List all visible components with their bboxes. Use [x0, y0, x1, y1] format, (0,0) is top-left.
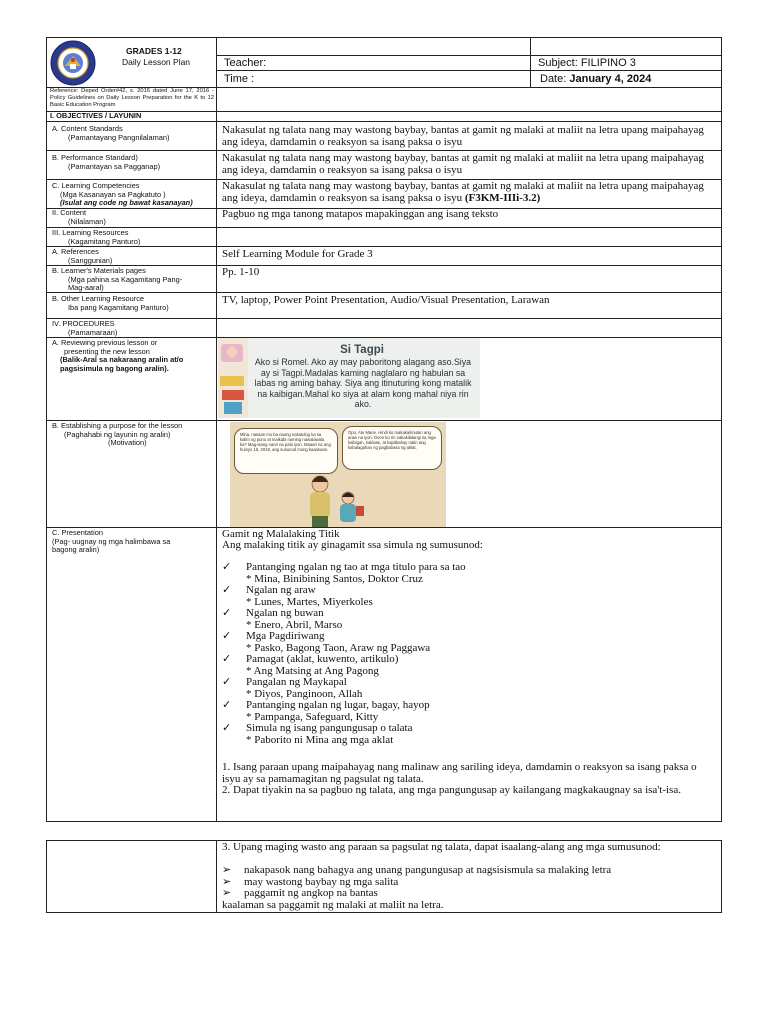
label-line: (Isulat ang code ng bawat kasanayan) [60, 198, 193, 208]
item-label: Pantanging ngalan ng lugar, bagay, hayop [246, 699, 430, 711]
performance-standard-label [52, 154, 160, 171]
label-line: B. Establishing a purpose for the lesson [52, 421, 183, 430]
teacher-label: Teacher: [224, 57, 267, 69]
arrow-bullet-icon: ➢ [222, 887, 232, 899]
grades-label: GRADES 1-12 [126, 46, 182, 56]
item-label: Pantanging ngalan ng tao at mga titulo para sa tao [246, 561, 466, 573]
label-line: A. References [52, 247, 99, 256]
competencies-text [222, 181, 718, 204]
content-text: Pagbuo ng mga tanong matapos mapakinggan ang isang teksto [222, 208, 499, 220]
check-icon: ✓ [222, 722, 232, 734]
performance-standard-text: Nakasulat ng talata nang may wastong baybay, bantas at gamit ng malaki at maliit na letra upang maipahayag ang ideya, damdamin o reaksyon sa isang paksa o isyu [222, 152, 704, 176]
item-example: * Pampanga, Safeguard, Kitty [246, 710, 379, 723]
paragraph-two: 2. Dapat tiyakin na sa pagbuo ng talata, ang mga pangungusap ay kailangang magkakaugnay sa isa't-isa. [222, 784, 681, 796]
item-label: Ngalan ng buwan [246, 607, 324, 619]
label-line: pagsisimula ng bagong aralin). [60, 363, 169, 373]
label-line: (Nilalaman) [68, 216, 106, 226]
label-line: (Sanggunian) [68, 255, 113, 265]
check-icon: ✓ [222, 653, 232, 665]
list-item [222, 888, 716, 900]
label-line: (Paghahabi ng layunin ng aralin) [64, 429, 171, 439]
table-divider [530, 37, 531, 87]
paragraph-one: 1. Isang paraan upang maipahayag nang malinaw ang sariling ideya, damdamin o reaksyon sa isang paksa o isyu ay sa pamamagitan ng pagsulat ng talata. [222, 761, 697, 785]
item-label: Mga Pagdiriwang [246, 630, 325, 642]
story-image [218, 338, 480, 418]
item-example: * Pasko, Bagong Taon, Araw ng Paggawa [246, 641, 431, 654]
story-title: Si Tagpi [340, 344, 384, 356]
list-item [222, 608, 716, 620]
comic-characters [230, 422, 446, 527]
references-label [52, 248, 112, 265]
label-line: presenting the new lesson [64, 346, 150, 356]
table-line [46, 265, 722, 266]
label-line: (Kagamitang Panturo) [68, 236, 141, 246]
speech-bubble-right: Opo, Ate Marie. Hindi ko makakalimutan ang araw na iyon. Doon ko rin nakakilalangi sa mga kaibigan, kaklase, at kapitbahay natin ang kahalagahan ng pagbabasa ng aklat. [342, 426, 442, 470]
table-line [46, 121, 722, 122]
label-line: Iba pang Kagamitang Panturo) [68, 302, 169, 312]
table-line [46, 246, 722, 247]
label-line: C. Presentation [52, 528, 103, 537]
arrow-bullet-icon: ➢ [222, 875, 232, 888]
label-line: (Mga pahina sa Kagamitang Pang- [68, 274, 183, 284]
table2-border-bottom [46, 912, 722, 913]
label-line: (Pamantayang Pangnilalaman) [68, 132, 170, 142]
content-standards-label [52, 125, 169, 142]
subject-field [538, 57, 636, 69]
other-resources-label [52, 295, 169, 312]
capitalization-list [222, 562, 716, 746]
label-line: II. Content [52, 208, 87, 217]
check-icon: ✓ [222, 561, 232, 573]
table-border-top [46, 37, 722, 38]
check-icon: ✓ [222, 584, 232, 596]
story-text: Ako si Romel. Ako ay may paboritong alagang aso.Siya ay si Tagpi.Madalas kaming naglalaro ng habulan sa labas ng aming bahay. Siya ang itinuturing kong matalik na kaibigan.Mahal ko siya at alam kong mahal niya rin ako. [254, 357, 472, 410]
purpose-label [52, 422, 182, 448]
label-line: B. Performance Standard) [52, 153, 138, 162]
check-icon: ✓ [222, 699, 232, 711]
item-example: * Mina, Binibining Santos, Doktor Cruz [246, 572, 423, 585]
table2-border-right [721, 840, 722, 912]
item-label: Pamagat (aklat, kuwento, artikulo) [246, 653, 399, 665]
check-icon: ✓ [222, 607, 232, 619]
competency-code: (F3KM-IIIi-3.2) [464, 191, 541, 204]
table-border-bottom [46, 821, 722, 822]
list-item [222, 585, 716, 597]
speech-bubble-left: Mina, nasaan mo ba naong nakatulog ka sa kalim ng puno at maikabi naming nawalawala ka? Mag-isang naon na pala iyon. Maaari na ang huinyo 15, 2019, ang susunod mong kaarawan. [234, 428, 338, 474]
bullet-text: paggamit ng angkop na bantas [244, 887, 378, 899]
table-line [216, 70, 722, 71]
label-line: B. Other Learning Resource [52, 294, 145, 303]
subject-value: FILIPINO 3 [580, 57, 636, 69]
label-line: (Pamantayan sa Pagganap) [68, 161, 161, 171]
date-label: Date: [540, 73, 567, 85]
label-line: Mag-aaral) [68, 283, 104, 293]
content-standards-text: Nakasulat ng talata nang may wastong baybay, bantas at gamit ng malaki at maliit na letra upang maipahayag ang ideya, damdamin o reaksyon sa isang paksa o isyu [222, 124, 704, 148]
item-example: * Paborito ni Mina ang mga aklat [246, 733, 394, 746]
table-divider [216, 37, 217, 821]
bullet-text: may wastong baybay ng mga salita [244, 875, 399, 888]
label-line: (Pamamaraan) [68, 327, 118, 337]
table-line [216, 55, 722, 56]
label-line: (Mga Kasanayan sa Pagkatuto ) [60, 189, 166, 199]
kids-illustration [218, 338, 248, 418]
label-line: (Motivation) [108, 438, 147, 448]
list-item [222, 631, 716, 643]
presentation-heading: Gamit ng Malalaking Titik [222, 528, 340, 540]
list-item [222, 700, 716, 712]
arrow-bullet-icon: ➢ [222, 864, 232, 876]
item-label: Simula ng isang pangungusap o talata [246, 722, 413, 734]
content-label [52, 209, 106, 226]
table-border-left [46, 37, 47, 821]
label-line: A. Content Standards [52, 124, 123, 133]
list-item [222, 677, 716, 689]
label-line: C. Learning Competencies [52, 181, 140, 190]
check-icon: ✓ [222, 676, 232, 688]
label-line: (Balik-Aral sa nakaraang aralin at/o [60, 355, 184, 365]
guidelines-list [222, 865, 716, 900]
competencies-body: Nakasulat ng talata nang may wastong baybay, bantas at gamit ng malaki at maliit na letra upang maipahayag ang ideya, damdamin o reaksyon sa isang paksa o isyu [222, 180, 704, 204]
plan-label: Daily Lesson Plan [122, 57, 191, 67]
competencies-label [52, 182, 193, 208]
presentation-label [52, 529, 170, 555]
table2-divider [216, 840, 217, 912]
closing-line: kaalaman sa paggamit ng malaki at maliit na letra. [222, 899, 444, 911]
paragraph-three: 3. Upang maging wasto ang paraan sa pagsulat ng talata, dapat isaalang-alang ang mga sumusunod: [222, 841, 661, 853]
date-value: January 4, 2024 [569, 73, 652, 85]
label-line: IV. PROCEDURES [52, 319, 115, 328]
item-label: Ngalan ng araw [246, 584, 316, 596]
presentation-intro: Ang malaking titik ay ginagamit ssa simula ng sumusunod: [222, 539, 483, 551]
check-icon: ✓ [222, 630, 232, 642]
subject-label: Subject: [538, 57, 578, 69]
table-border-right [721, 37, 722, 821]
table2-border-left [46, 840, 47, 912]
label-line: III. Learning Resources [52, 228, 129, 237]
table-line [46, 318, 722, 319]
materials-label [52, 267, 182, 293]
deped-seal-logo [49, 40, 97, 86]
table-line [46, 527, 722, 528]
item-example: * Enero, Abril, Marso [246, 618, 343, 631]
table-line [46, 227, 722, 228]
materials-text: Pp. 1-10 [222, 266, 260, 278]
time-label: Time : [224, 73, 255, 85]
item-label: Pangalan ng Maykapal [246, 676, 347, 688]
table-line [46, 111, 722, 112]
label-line: (Pag- uugnay ng mga halimbawa sa [52, 536, 171, 546]
list-item [222, 654, 716, 666]
table-line [46, 150, 722, 151]
item-example: * Diyos, Panginoon, Allah [246, 687, 363, 700]
reference-note: Reference: Deped Order#42, s. 2016 dated June 17, 2016 - Policy Guidelines on Daily Lesson Preparation for the K to 12 Basic Education Program [50, 88, 214, 108]
list-item [222, 723, 716, 735]
label-line: B. Learner's Materials pages [52, 266, 146, 275]
comic-image [230, 422, 446, 527]
label-line: A. Reviewing previous lesson or [52, 338, 158, 347]
item-example: * Lunes, Martes, Miyerkoles [246, 595, 373, 608]
label-line: bagong aralin) [52, 545, 100, 555]
item-example: * Ang Matsing at Ang Pagong [246, 664, 379, 677]
objectives-heading: I. OBJECTIVES / LAYUNIN [50, 111, 142, 120]
date-field [540, 73, 651, 85]
reviewing-label [52, 339, 183, 373]
procedures-label [52, 320, 117, 337]
references-text: Self Learning Module for Grade 3 [222, 248, 373, 260]
bullet-text: nakapasok nang bahagya ang unang pangungusap at nagsisismula sa malaking letra [244, 864, 612, 876]
list-item [222, 562, 716, 574]
other-resources-text: TV, laptop, Power Point Presentation, Audio/Visual Presentation, Larawan [222, 294, 550, 306]
resources-label [52, 229, 140, 246]
